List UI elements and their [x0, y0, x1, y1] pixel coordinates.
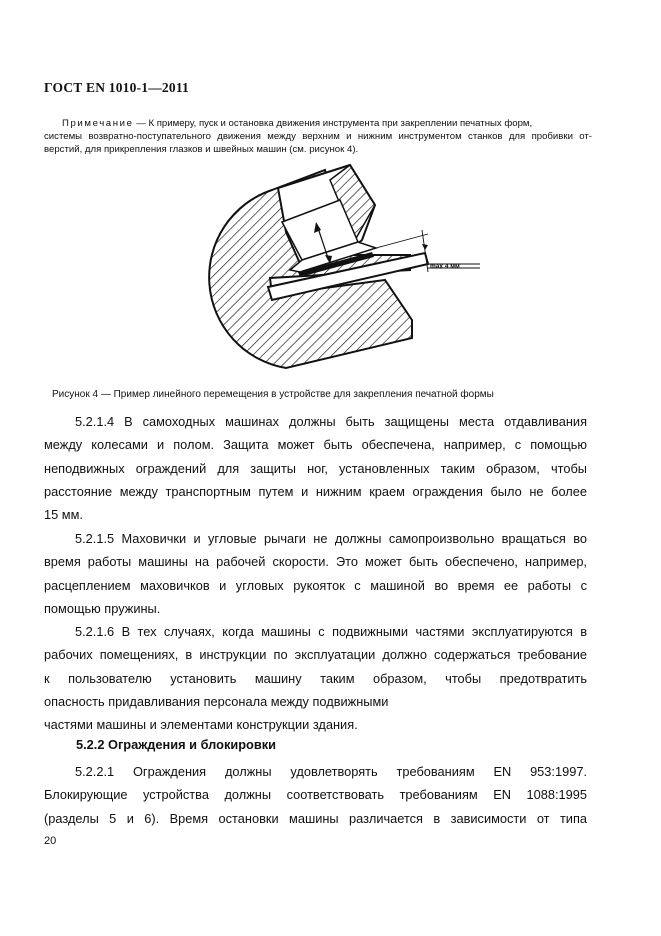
note-text-1: К примеру, пуск и остановка движения инструмента при закреплении печатных форм, [148, 118, 533, 129]
figure-caption: Рисунок 4 — Пример линейного перемещения в устройстве для закрепления печатной формы [52, 389, 494, 400]
para-line: неподвижных ограждений для защиты ног, установленных таким образом, чтобы [44, 460, 587, 476]
note-block [44, 117, 592, 156]
paragraph-5-2-1-6 [44, 620, 587, 736]
para-line: 15 мм. [44, 507, 83, 523]
para-line: 5.2.2.1 Ограждения должны удовлетворять требованиям EN 953:1997. [75, 764, 587, 779]
para-line: к пользователю установить машину таким образом, чтобы предотвратить [44, 670, 587, 686]
note-line-1 [44, 117, 592, 130]
dim-arrow [422, 244, 428, 250]
note-line-3: верстий, для прикрепления глазков и швейных машин (см. рисунок 4). [44, 144, 359, 155]
para-line: (разделы 5 и 6). Время остановки машины различается в зависимости от типа [44, 810, 587, 826]
para-line: частями машины и элементами конструкции здания. [44, 717, 358, 733]
para-line: 5.2.1.6 В тех случаях, когда машины с подвижными частями эксплуатируются в [75, 624, 587, 639]
paragraph-5-2-2-1 [44, 760, 587, 830]
para-line: Блокирующие устройства должны соответствовать требованиям EN 1088:1995 [44, 787, 587, 803]
document-header: ГОСТ EN 1010-1—2011 [44, 80, 189, 95]
para-line: 5.2.1.4 В самоходных машинах должны быть защищены места отдавливания [75, 414, 587, 429]
para-line: рабочих помещениях, в инструкции по эксплуатации должно содержаться требование [44, 647, 587, 663]
section-heading-5-2-2: 5.2.2 Ограждения и блокировки [76, 737, 276, 752]
para-line: между колесами и полом. Защита может быть обеспечена, например, с помощью [44, 437, 587, 453]
para-line: 5.2.1.5 Маховички и угловые рычаги не должны самопроизвольно вращаться во [75, 531, 587, 546]
para-line: помощью пружины. [44, 600, 161, 616]
figure-4-drawing [200, 160, 490, 380]
dimension-label: max 4 мм [430, 263, 460, 270]
paragraph-5-2-1-4 [44, 410, 587, 526]
note-line-2: системы возвратно-поступательного движения между верхним и нижним инструментом станков для пробивки от- [44, 131, 592, 142]
page-number: 20 [44, 835, 57, 847]
para-line: расцеплением маховичков и угловых рукояток с машиной во время ее работы с [44, 577, 587, 593]
paragraph-5-2-1-5 [44, 527, 587, 620]
para-line: время работы машины на рабочей скорости. Это может быть обеспечено, например, [44, 554, 587, 570]
dim-line-top [376, 234, 428, 248]
note-dash: — [133, 118, 149, 129]
para-line: расстояние между транспортным путем и нижним краем ограждения было не более [44, 483, 587, 499]
para-line: опасность придавливания персонала между подвижными [44, 693, 389, 709]
note-lead: Примечание [62, 118, 134, 129]
